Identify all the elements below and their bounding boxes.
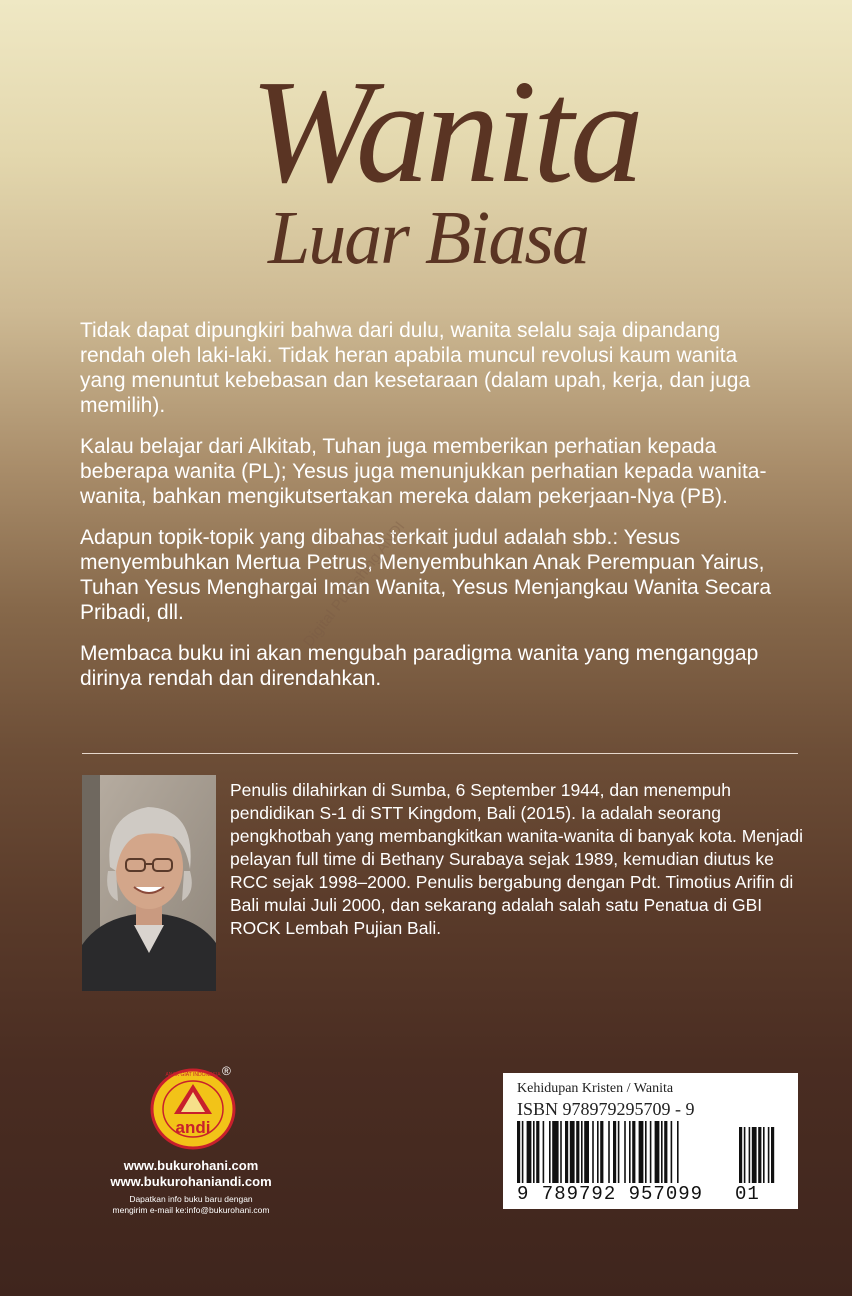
barcode-box [503, 1073, 798, 1209]
barcode-bar [677, 1121, 679, 1183]
barcode-bar [581, 1121, 583, 1183]
watermark: Digital Publishing ANDI [300, 518, 409, 651]
book-category: Kehidupan Kristen / Wanita [517, 1081, 674, 1096]
barcode-addon-bar [763, 1127, 765, 1183]
registered-mark: ® [222, 1064, 231, 1078]
title-line-2: Luar Biasa [268, 196, 588, 280]
author-portrait-image [82, 775, 216, 991]
blurb-paragraph: Kalau belajar dari Alkitab, Tuhan juga memberikan perhatian kepada beberapa wanita (PL); Yesus juga menunjukkan perhatian kepada wanita-wanita, bahkan mengikutsertakan mereka dalam pekerjaan-Nya (PB). [80, 435, 767, 508]
blurb [80, 318, 780, 707]
barcode-bar [549, 1121, 551, 1183]
barcode-bar [522, 1121, 524, 1183]
barcode-bar [576, 1121, 579, 1183]
publisher-logo-ring-text: ANAK GIAT INDONESIA [165, 1072, 221, 1078]
blurb-paragraph: Membaca buku ini akan mengubah paradigma wanita yang menganggap dirinya rendah dan direndahkan. [80, 642, 759, 690]
barcode-bar [584, 1121, 589, 1183]
barcode-addon-bar [749, 1127, 751, 1183]
barcode-bar [661, 1121, 663, 1183]
barcode-bar [533, 1121, 535, 1183]
publisher-website-2[interactable]: www.bukurohaniandi.com [110, 1174, 272, 1189]
barcode-addon-bar [758, 1127, 761, 1183]
publisher-logo [150, 1068, 236, 1150]
barcode-bar [597, 1121, 599, 1183]
barcode-bar [608, 1121, 610, 1183]
publisher-logo-text: andi [175, 1118, 211, 1137]
publisher-info-line-1: Dapatkan info buku baru dengan [129, 1194, 253, 1204]
blurb-paragraph: Tidak dapat dipungkiri bahwa dari dulu, wanita selalu saja dipandang rendah oleh laki-laki. Tidak heran apabila muncul revolusi kaum wanita yang menuntut kebebasan dan kesetaraan (dalam upah, kerja, dan juga memilih). [80, 319, 751, 417]
barcode-image [517, 1121, 787, 1183]
barcode-addon-bar [768, 1127, 770, 1183]
author-bio: Penulis dilahirkan di Sumba, 6 September 1944, dan menempuh pendidikan S-1 di STT Kingdom, Bali (2015). Ia adalah seorang pengkhotbah yang membangkitkan wanita-wanita di banyak kota. Menjadi pelayan full time di Bethany Surabaya sejak 1989, kemudian diutus ke RCC sejak 1998–2000. Penulis bergabung dengan Pdt. Timotius Arifin di Bali mulai Juli 2000, dan sekarang adalah salah satu Penatua di GBI ROCK Lembah Pujian Bali. [230, 780, 803, 938]
barcode-digits: 9 789792 957099 [517, 1183, 704, 1205]
barcode-bar [570, 1121, 575, 1183]
barcode-addon-bar [739, 1127, 742, 1183]
barcode-bar [650, 1121, 652, 1183]
barcode-bar [560, 1121, 562, 1183]
barcode-bar [639, 1121, 644, 1183]
barcode-bar [629, 1121, 631, 1183]
publisher-info [96, 1194, 286, 1216]
barcode-bar [592, 1121, 594, 1183]
barcode-bar [613, 1121, 616, 1183]
blurb-paragraph: Adapun topik-topik yang dibahas terkait judul adalah sbb.: Yesus menyembuhkan Mertua Petrus, Menyembuhkan Anak Perempuan Yairus, Tuhan Yesus Menghargai Iman Wanita, Yesus Menjangkau Wanita Secara Pribadi, dll. [80, 526, 772, 624]
publisher-info-line-2: mengirim e-mail ke:info@bukurohani.com [112, 1205, 270, 1215]
barcode-bar [552, 1121, 558, 1183]
barcode-bar [671, 1121, 673, 1183]
barcode-bar [536, 1121, 539, 1183]
barcode-bar [543, 1121, 545, 1183]
barcode-bar [618, 1121, 620, 1183]
author-photo [82, 775, 216, 991]
barcode-bar [527, 1121, 532, 1183]
divider [82, 753, 798, 754]
barcode-bar [624, 1121, 626, 1183]
barcode-addon-bar [771, 1127, 774, 1183]
barcode-addon-digits: 01 [735, 1183, 760, 1205]
publisher-website-1[interactable]: www.bukurohani.com [123, 1158, 259, 1173]
barcode-bar [517, 1121, 520, 1183]
isbn-label: ISBN 978979295709 - 9 [517, 1099, 695, 1119]
title-line-1: Wanita [250, 50, 640, 214]
barcode-bar [600, 1121, 603, 1183]
barcode-bar [655, 1121, 660, 1183]
barcode-addon-bar [752, 1127, 757, 1183]
barcode-bar [645, 1121, 647, 1183]
barcode-addon-bar [744, 1127, 746, 1183]
barcode-bar [632, 1121, 635, 1183]
barcode-bar [664, 1121, 667, 1183]
barcode-bar [565, 1121, 568, 1183]
